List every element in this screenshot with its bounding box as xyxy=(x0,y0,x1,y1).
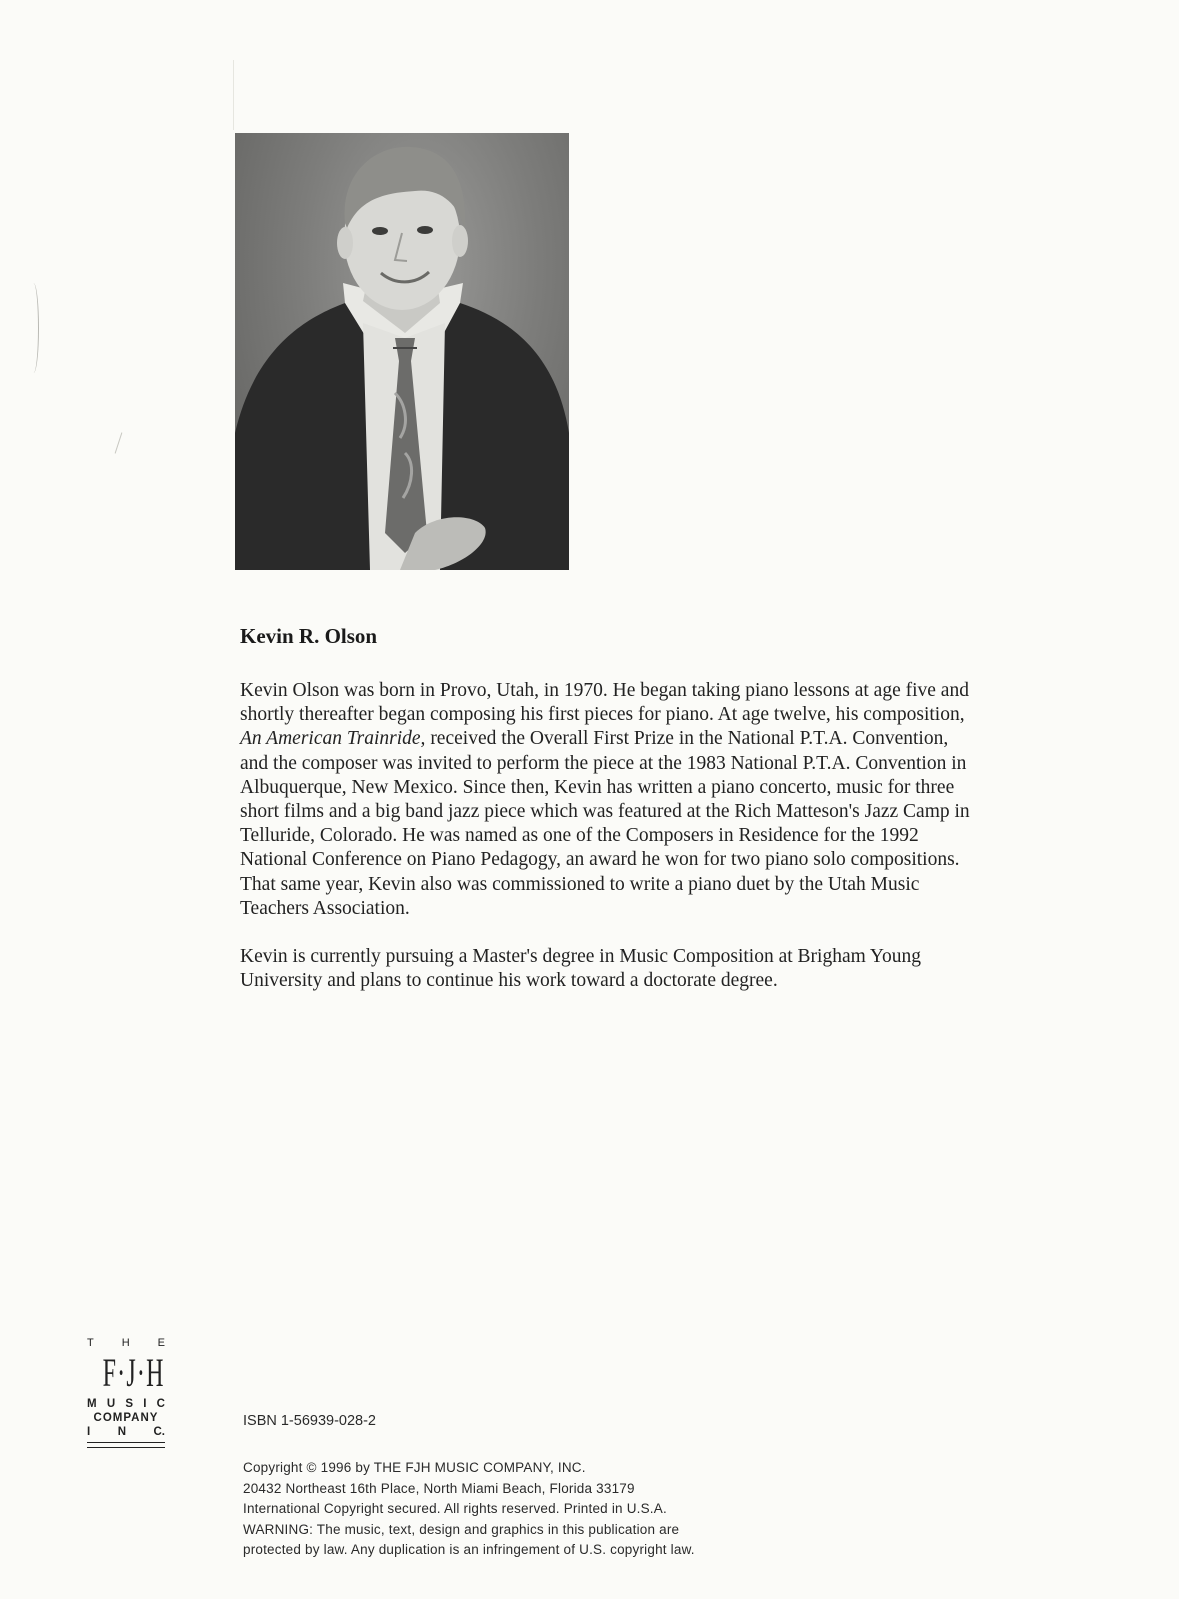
isbn-number: ISBN 1-56939-028-2 xyxy=(243,1413,376,1429)
bio-paragraph-1 xyxy=(240,679,975,921)
author-photo xyxy=(235,133,569,570)
warning-line-1: WARNING: The music, text, design and graphics in this publication are xyxy=(243,1521,680,1537)
copyright-line: Copyright © 1996 by THE FJH MUSIC COMPANY, INC. xyxy=(243,1460,586,1475)
copyright-notice xyxy=(243,1458,695,1561)
author-biography xyxy=(240,679,975,993)
logo-music-row: M U S I C xyxy=(87,1398,165,1410)
logo-inc-row: I N C. xyxy=(87,1426,165,1438)
author-name-heading: Kevin R. Olson xyxy=(240,624,378,648)
logo-company-row: COMPANY xyxy=(93,1412,159,1424)
logo-initials: F·J·H xyxy=(102,1350,165,1395)
fjh-music-company-logo xyxy=(87,1337,165,1448)
bio-p1-text-after-title: received the Overall First Prize in the National P.T.A. Convention, and the composer was invited to perform the piece at the 1983 National P.T.A. Convention in Albuquerque, New Mexico. Since then, Kevin has written a piano concerto, music for three short films and a big band jazz piece which was featured at the Rich Matteson's Jazz Camp in Telluride, Colorado. He was named as one of the Composers in Residence for the 1992 National Conference on Piano Pedagogy, an award he won for two piano solo compositions. That same year, Kevin also was commissioned to write a piano duet by the Utah Music Teachers Association. xyxy=(240,728,970,919)
logo-the-row: T H E xyxy=(87,1337,165,1349)
page-margin-mark xyxy=(28,283,39,373)
composition-title: An American Trainride, xyxy=(240,728,426,750)
page-fold-line xyxy=(233,60,234,130)
page-scratch-mark xyxy=(115,432,123,453)
publisher-address: 20432 Northeast 16th Place, North Miami Beach, Florida 33179 xyxy=(243,1480,635,1496)
bio-p1-text-before-title: Kevin Olson was born in Provo, Utah, in 1970. He began taking piano lessons at age five and shortly thereafter began composing his first pieces for piano. At age twelve, his composition, xyxy=(240,680,969,726)
rights-statement: International Copyright secured. All rights reserved. Printed in U.S.A. xyxy=(243,1501,667,1517)
warning-line-2: protected by law. Any duplication is an infringement of U.S. copyright law. xyxy=(243,1542,695,1558)
bio-paragraph-2: Kevin is currently pursuing a Master's degree in Music Composition at Brigham Young University and plans to continue his work toward a doctorate degree. xyxy=(240,946,922,992)
portrait-illustration xyxy=(235,133,569,570)
logo-double-rule xyxy=(87,1442,165,1448)
